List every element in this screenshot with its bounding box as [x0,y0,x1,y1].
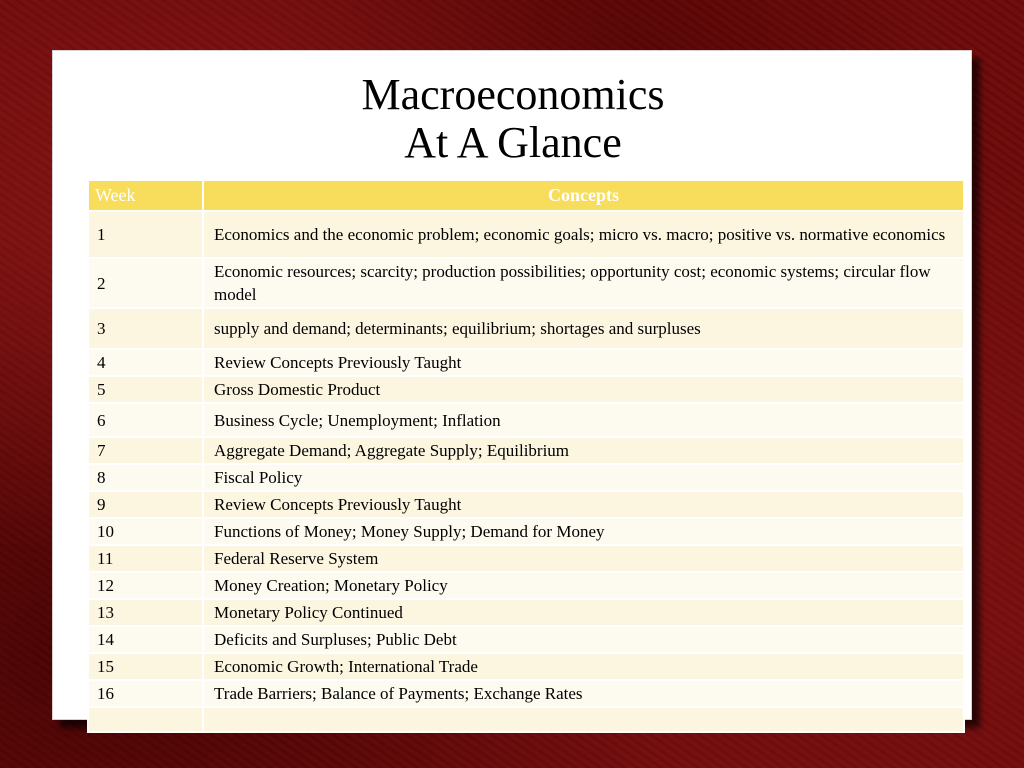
table-row [88,545,964,572]
concepts-cell: Trade Barriers; Balance of Payments; Exchange Rates [203,680,964,707]
concepts-cell: Functions of Money; Money Supply; Demand for Money [203,518,964,545]
concepts-cell: Economic Growth; International Trade [203,653,964,680]
concepts-cell: Money Creation; Monetary Policy [203,572,964,599]
week-cell: 9 [88,491,203,518]
concepts-cell: Business Cycle; Unemployment; Inflation [203,403,964,437]
concepts-cell [203,707,964,732]
week-cell: 2 [88,258,203,308]
concepts-cell: Deficits and Surpluses; Public Debt [203,626,964,653]
table-row [88,599,964,626]
concepts-cell: Economics and the economic problem; economic goals; micro vs. macro; positive vs. normative economics [203,211,964,258]
concepts-cell: Review Concepts Previously Taught [203,349,964,376]
week-cell: 5 [88,376,203,403]
table-row [88,258,964,308]
schedule-table [87,179,965,733]
concepts-cell: Gross Domestic Product [203,376,964,403]
table-row [88,572,964,599]
week-cell: 6 [88,403,203,437]
concepts-cell: Review Concepts Previously Taught [203,491,964,518]
page-title [53,71,973,167]
week-cell: 12 [88,572,203,599]
week-cell: 14 [88,626,203,653]
concepts-cell: Monetary Policy Continued [203,599,964,626]
table-row [88,376,964,403]
title-line-1: Macroeconomics [361,70,665,119]
week-cell: 10 [88,518,203,545]
table-row [88,308,964,349]
table-row [88,518,964,545]
concepts-column-header: Concepts [203,180,964,211]
week-cell: 4 [88,349,203,376]
concepts-cell: Economic resources; scarcity; production possibilities; opportunity cost; economic systems; circular flow model [203,258,964,308]
concepts-cell: supply and demand; determinants; equilibrium; shortages and surpluses [203,308,964,349]
table-header-row [88,180,964,211]
week-cell: 11 [88,545,203,572]
title-line-2: At A Glance [404,118,622,167]
table-row [88,680,964,707]
week-cell: 1 [88,211,203,258]
week-column-header: Week [88,180,203,211]
concepts-cell: Fiscal Policy [203,464,964,491]
week-cell: 8 [88,464,203,491]
table-row [88,707,964,732]
table-row [88,211,964,258]
concepts-cell: Aggregate Demand; Aggregate Supply; Equilibrium [203,437,964,464]
table-row [88,626,964,653]
table-row [88,653,964,680]
table-row [88,464,964,491]
week-cell: 7 [88,437,203,464]
week-cell: 13 [88,599,203,626]
table-row [88,491,964,518]
concepts-cell: Federal Reserve System [203,545,964,572]
week-cell: 15 [88,653,203,680]
table-row [88,403,964,437]
table-row [88,437,964,464]
slide [52,50,972,720]
week-cell: 16 [88,680,203,707]
week-cell [88,707,203,732]
week-cell: 3 [88,308,203,349]
table-row [88,349,964,376]
